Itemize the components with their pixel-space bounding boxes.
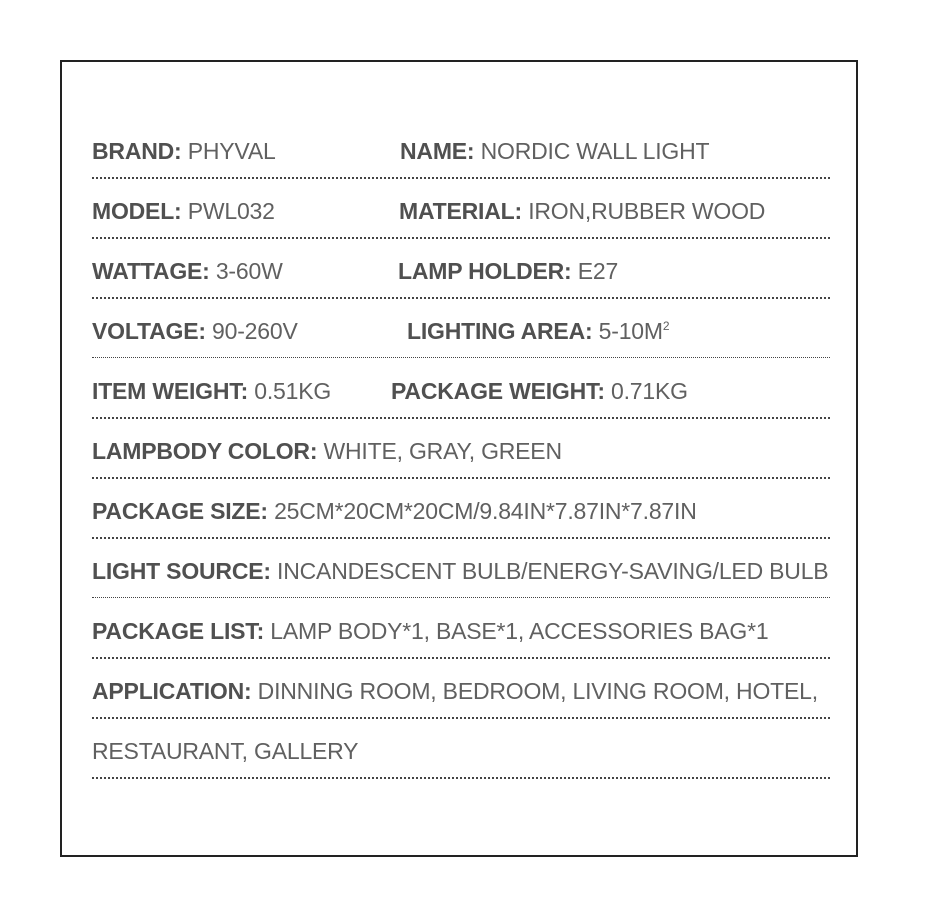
spec-row-application: [92, 679, 830, 703]
model-value: PWL032: [187, 198, 275, 224]
brand-label: BRAND:: [92, 138, 182, 164]
brand-value: PHYVAL: [187, 138, 276, 164]
lighting-area-unit-superscript: 2: [662, 319, 670, 333]
application-value: DINNING ROOM, BEDROOM, LIVING ROOM, HOTEL,: [257, 678, 818, 704]
material-value: IRON,RUBBER WOOD: [528, 198, 766, 224]
wattage-field: [92, 258, 283, 284]
voltage-field: [92, 318, 298, 344]
wattage-value: 3-60W: [215, 258, 283, 284]
voltage-label: VOLTAGE:: [92, 318, 206, 344]
light-source-value: INCANDESCENT BULB/ENERGY-SAVING/LED BULB: [277, 558, 829, 584]
light-source-label: LIGHT SOURCE:: [92, 558, 271, 584]
package-size-label: PACKAGE SIZE:: [92, 498, 268, 524]
package-size-value: 25CM*20CM*20CM/9.84IN*7.87IN*7.87IN: [274, 498, 697, 524]
spec-row-wattage-holder: [92, 259, 830, 283]
divider-rule: [92, 597, 830, 598]
item-weight-field: [92, 378, 331, 404]
lamp-holder-field: [398, 259, 618, 283]
spec-row-lampbody-color: [92, 439, 830, 463]
divider-rule: [92, 657, 830, 659]
brand-field: [92, 138, 276, 164]
model-field: [92, 198, 275, 224]
divider-rule: [92, 297, 830, 299]
spec-row-model-material: [92, 199, 830, 223]
divider-rule: [92, 777, 830, 779]
name-label: NAME:: [400, 138, 475, 164]
lampbody-color-value: WHITE, GRAY, GREEN: [323, 438, 562, 464]
lamp-holder-label: LAMP HOLDER:: [398, 258, 572, 284]
wattage-label: WATTAGE:: [92, 258, 210, 284]
spec-row-voltage-area: [92, 319, 830, 343]
lamp-holder-value: E27: [577, 258, 619, 284]
package-weight-field: [391, 379, 688, 403]
spec-row-package-size: [92, 499, 830, 523]
divider-rule: [92, 357, 830, 358]
application-label: APPLICATION:: [92, 678, 252, 704]
lighting-area-value: 5-10M: [598, 318, 663, 344]
divider-rule: [92, 717, 830, 719]
package-weight-value: 0.71KG: [611, 378, 688, 404]
spec-row-brand-name: [92, 139, 830, 163]
item-weight-label: ITEM WEIGHT:: [92, 378, 249, 404]
spec-row-application-continued: [92, 739, 830, 763]
package-weight-label: PACKAGE WEIGHT:: [391, 378, 605, 404]
package-list-value: LAMP BODY*1, BASE*1, ACCESSORIES BAG*1: [270, 618, 769, 644]
package-list-label: PACKAGE LIST:: [92, 618, 265, 644]
spec-row-package-list: [92, 619, 830, 643]
item-weight-value: 0.51KG: [254, 378, 332, 404]
name-field: [400, 139, 709, 163]
divider-rule: [92, 537, 830, 539]
material-label: MATERIAL:: [399, 198, 522, 224]
divider-rule: [92, 477, 830, 479]
model-label: MODEL:: [92, 198, 182, 224]
voltage-value: 90-260V: [212, 318, 298, 344]
application-value-continued: RESTAURANT, GALLERY: [92, 738, 359, 764]
name-value: NORDIC WALL LIGHT: [480, 138, 710, 164]
divider-rule: [92, 177, 830, 179]
material-field: [399, 199, 765, 223]
lighting-area-field: [407, 319, 669, 343]
lighting-area-label: LIGHTING AREA:: [407, 318, 593, 344]
spec-row-light-source: [92, 559, 830, 583]
divider-rule: [92, 417, 830, 419]
lampbody-color-label: LAMPBODY COLOR:: [92, 438, 318, 464]
spec-row-weights: [92, 379, 830, 403]
divider-rule: [92, 237, 830, 239]
